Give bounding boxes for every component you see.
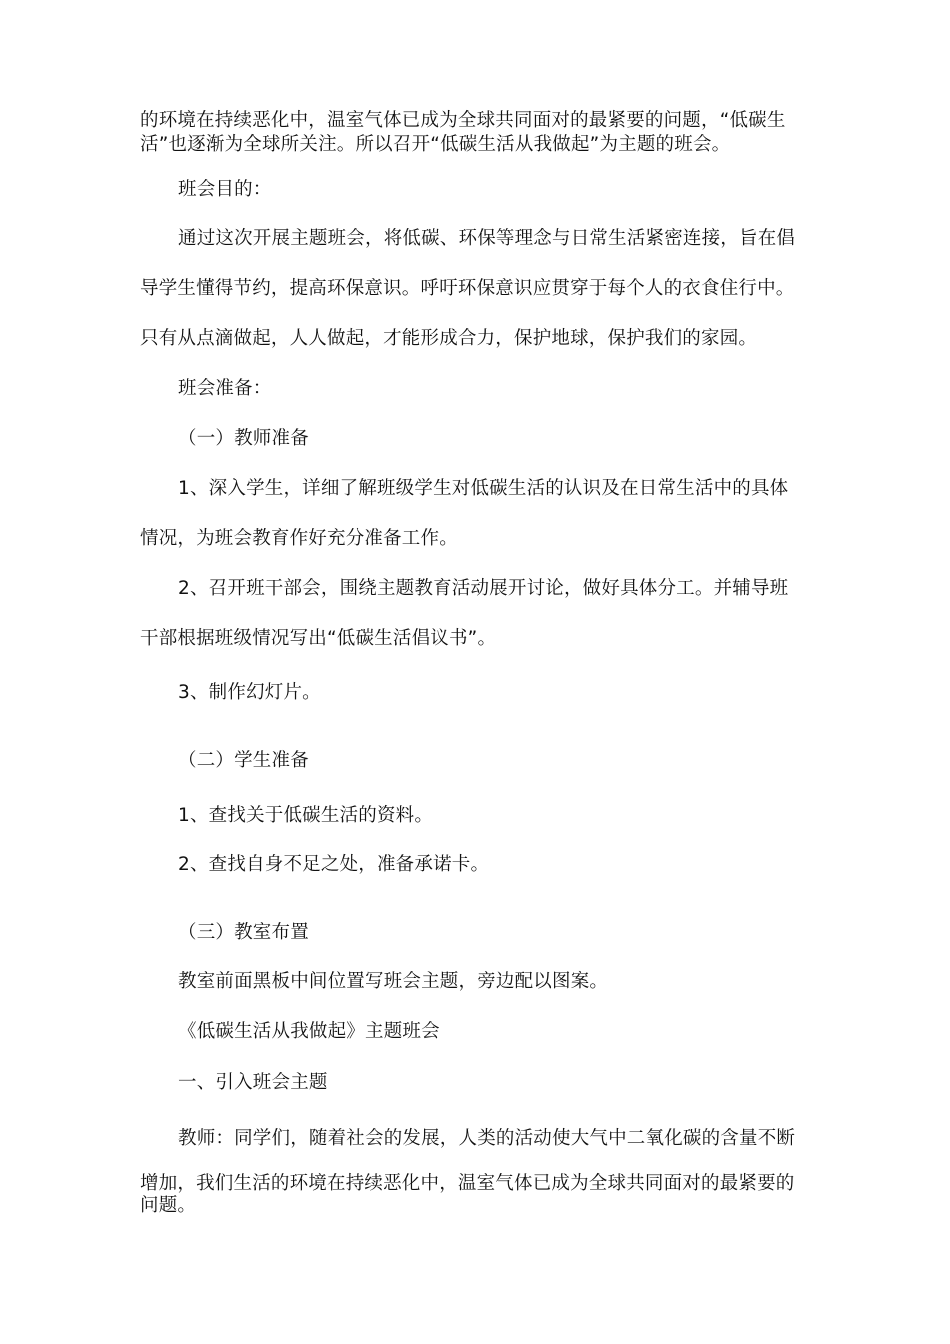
subsection-heading: （二）学生准备 [178,750,309,771]
list-item: 3、制作幻灯片。 [178,682,321,703]
section-heading: 班会目的： [178,179,272,200]
paragraph-line: 情况，为班会教育作好充分准备工作。 [140,528,458,549]
paragraph-line: 的环境在持续恶化中，温室气体已成为全球共同面对的最紧要的问题，“低碳生 [140,110,786,131]
paragraph-line: 干部根据班级情况写出“低碳生活倡议书”。 [140,628,497,649]
paragraph-line: 增加，我们生活的环境在持续恶化中，温室气体已成为全球共同面对的最紧要的 [140,1173,795,1194]
paragraph-line: 教师：同学们，随着社会的发展，人类的活动使大气中二氧化碳的含量不断 [178,1128,796,1149]
paragraph-line: 教室前面黑板中间位置写班会主题，旁边配以图案。 [178,971,609,992]
list-item: 1、查找关于低碳生活的资料。 [178,805,434,826]
document-title: 《低碳生活从我做起》主题班会 [178,1021,440,1042]
subsection-heading: （一）教师准备 [178,428,309,449]
list-item: 2、召开班干部会，围绕主题教育活动展开讨论，做好具体分工。并辅导班 [178,578,789,599]
subsection-heading: （三）教室布置 [178,922,309,943]
list-item: 2、查找自身不足之处，准备承诺卡。 [178,854,490,875]
paragraph-line: 只有从点滴做起，人人做起，才能形成合力，保护地球，保护我们的家园。 [140,328,758,349]
paragraph-line: 通过这次开展主题班会，将低碳、环保等理念与日常生活紧密连接，旨在倡 [178,228,796,249]
paragraph-line: 问题。 [140,1195,197,1216]
paragraph-line: 导学生懂得节约，提高环保意识。呼吁环保意识应贯穿于每个人的衣食住行中。 [140,278,795,299]
section-heading: 班会准备： [178,378,272,399]
list-item: 1、深入学生，详细了解班级学生对低碳生活的认识及在日常生活中的具体 [178,478,789,499]
paragraph-line: 活”也逐渐为全球所关注。所以召开“低碳生活从我做起”为主题的班会。 [140,134,731,155]
section-heading: 一、引入班会主题 [178,1072,328,1093]
